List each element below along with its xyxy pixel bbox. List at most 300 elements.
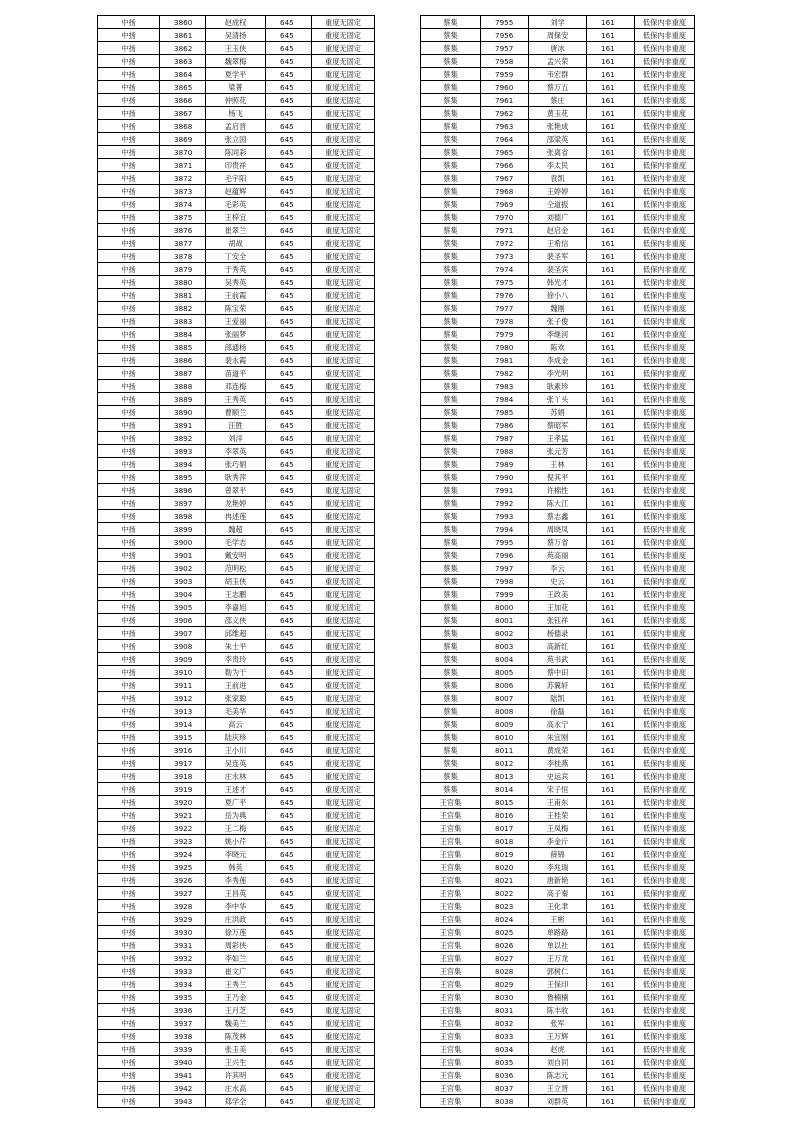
category-cell: 重度无固定 — [312, 432, 375, 445]
name-cell: 张军 — [529, 1017, 587, 1030]
category-cell: 重度无固定 — [312, 250, 375, 263]
allowance-cell: 645 — [266, 276, 312, 289]
name-cell: 陈欢 — [529, 341, 587, 354]
number-cell: 8011 — [481, 744, 529, 757]
number-cell: 3942 — [160, 1082, 206, 1095]
name-cell: 王保印 — [529, 978, 587, 991]
number-cell: 7960 — [481, 81, 529, 94]
table-row — [421, 341, 695, 354]
allowance-cell: 161 — [587, 302, 635, 315]
town-cell: 中扬 — [98, 757, 160, 770]
category-cell: 重度无固定 — [312, 328, 375, 341]
name-cell: 仝道振 — [529, 198, 587, 211]
allowance-cell: 645 — [266, 588, 312, 601]
table-row — [421, 913, 695, 926]
number-cell: 8032 — [481, 1017, 529, 1030]
allowance-cell: 645 — [266, 406, 312, 419]
allowance-cell: 161 — [587, 913, 635, 926]
table-row — [421, 159, 695, 172]
category-cell: 低保内非重度 — [635, 471, 695, 484]
table-row — [98, 744, 375, 757]
town-cell: 中扬 — [98, 536, 160, 549]
category-cell: 低保内非重度 — [635, 692, 695, 705]
table-row — [98, 471, 375, 484]
number-cell: 3888 — [160, 380, 206, 393]
allowance-cell: 645 — [266, 848, 312, 861]
number-cell: 7955 — [481, 16, 529, 29]
category-cell: 低保内非重度 — [635, 146, 695, 159]
table-row — [421, 198, 695, 211]
category-cell: 低保内非重度 — [635, 133, 695, 146]
allowance-cell: 645 — [266, 172, 312, 185]
category-cell: 重度无固定 — [312, 484, 375, 497]
category-cell: 低保内非重度 — [635, 458, 695, 471]
table-row — [98, 484, 375, 497]
category-cell: 低保内非重度 — [635, 640, 695, 653]
category-cell: 低保内非重度 — [635, 263, 695, 276]
category-cell: 重度无固定 — [312, 341, 375, 354]
allowance-cell: 161 — [587, 484, 635, 497]
number-cell: 3877 — [160, 237, 206, 250]
table-row — [421, 1030, 695, 1043]
number-cell: 8010 — [481, 731, 529, 744]
number-cell: 8017 — [481, 822, 529, 835]
category-cell: 低保内非重度 — [635, 770, 695, 783]
table-row — [421, 380, 695, 393]
name-cell: 朱士平 — [206, 640, 266, 653]
allowance-cell: 645 — [266, 497, 312, 510]
town-cell: 中扬 — [98, 640, 160, 653]
name-cell: 张丽梦 — [206, 328, 266, 341]
table-row — [98, 159, 375, 172]
category-cell: 低保内非重度 — [635, 731, 695, 744]
number-cell: 7988 — [481, 445, 529, 458]
allowance-cell: 161 — [587, 159, 635, 172]
category-cell: 低保内非重度 — [635, 718, 695, 731]
category-cell: 低保内非重度 — [635, 107, 695, 120]
table-row — [98, 42, 375, 55]
name-cell: 陈同彩 — [206, 146, 266, 159]
category-cell: 重度无固定 — [312, 666, 375, 679]
allowance-cell: 645 — [266, 445, 312, 458]
category-cell: 重度无固定 — [312, 640, 375, 653]
town-cell: 王官集 — [421, 1004, 481, 1017]
allowance-cell: 645 — [266, 562, 312, 575]
number-cell: 3925 — [160, 861, 206, 874]
table-row — [421, 562, 695, 575]
allowance-cell: 161 — [587, 848, 635, 861]
number-cell: 8003 — [481, 640, 529, 653]
number-cell: 3871 — [160, 159, 206, 172]
table-row — [98, 666, 375, 679]
allowance-cell: 645 — [266, 380, 312, 393]
allowance-cell: 645 — [266, 458, 312, 471]
town-cell: 王官集 — [421, 835, 481, 848]
allowance-cell: 161 — [587, 172, 635, 185]
town-cell: 中扬 — [98, 367, 160, 380]
table-row — [98, 874, 375, 887]
town-cell: 蔡集 — [421, 406, 481, 419]
town-cell: 王官集 — [421, 1043, 481, 1056]
town-cell: 中扬 — [98, 1004, 160, 1017]
name-cell: 刘自同 — [529, 1056, 587, 1069]
town-cell: 蔡集 — [421, 289, 481, 302]
town-cell: 中扬 — [98, 380, 160, 393]
name-cell: 崔翠兰 — [206, 224, 266, 237]
number-cell: 8001 — [481, 614, 529, 627]
town-cell: 中扬 — [98, 549, 160, 562]
number-cell: 8023 — [481, 900, 529, 913]
number-cell: 3883 — [160, 315, 206, 328]
number-cell: 8034 — [481, 1043, 529, 1056]
number-cell: 7965 — [481, 146, 529, 159]
category-cell: 重度无固定 — [312, 588, 375, 601]
number-cell: 3893 — [160, 445, 206, 458]
category-cell: 重度无固定 — [312, 848, 375, 861]
table-row — [98, 900, 375, 913]
town-cell: 中扬 — [98, 627, 160, 640]
town-cell: 王官集 — [421, 861, 481, 874]
table-row — [421, 653, 695, 666]
town-cell: 蔡集 — [421, 237, 481, 250]
town-cell: 中扬 — [98, 705, 160, 718]
town-cell: 中扬 — [98, 328, 160, 341]
category-cell: 低保内非重度 — [635, 120, 695, 133]
number-cell: 7990 — [481, 471, 529, 484]
allowance-cell: 645 — [266, 107, 312, 120]
town-cell: 中扬 — [98, 523, 160, 536]
name-cell: 毛学志 — [206, 536, 266, 549]
town-cell: 中扬 — [98, 692, 160, 705]
name-cell: 王月芝 — [206, 1004, 266, 1017]
town-cell: 蔡集 — [421, 627, 481, 640]
name-cell: 王彬 — [529, 913, 587, 926]
allowance-cell: 645 — [266, 1004, 312, 1017]
number-cell: 3869 — [160, 133, 206, 146]
town-cell: 蔡集 — [421, 666, 481, 679]
town-cell: 中扬 — [98, 1043, 160, 1056]
table-row — [98, 120, 375, 133]
name-cell: 裴圣宾 — [529, 263, 587, 276]
town-cell: 蔡集 — [421, 432, 481, 445]
table-row — [98, 796, 375, 809]
town-cell: 王官集 — [421, 822, 481, 835]
allowance-cell: 645 — [266, 757, 312, 770]
allowance-cell: 161 — [587, 94, 635, 107]
allowance-cell: 645 — [266, 874, 312, 887]
town-cell: 中扬 — [98, 510, 160, 523]
town-cell: 中扬 — [98, 952, 160, 965]
category-cell: 重度无固定 — [312, 887, 375, 900]
number-cell: 3924 — [160, 848, 206, 861]
allowance-cell: 161 — [587, 42, 635, 55]
allowance-cell: 161 — [587, 146, 635, 159]
allowance-cell: 161 — [587, 640, 635, 653]
name-cell: 夏广平 — [206, 796, 266, 809]
name-cell: 王秀英 — [206, 393, 266, 406]
name-cell: 李秀莲 — [206, 874, 266, 887]
category-cell: 重度无固定 — [312, 601, 375, 614]
allowance-cell: 645 — [266, 510, 312, 523]
name-cell: 郎通杨 — [206, 341, 266, 354]
allowance-cell: 161 — [587, 783, 635, 796]
town-cell: 中扬 — [98, 42, 160, 55]
category-cell: 低保内非重度 — [635, 822, 695, 835]
name-cell: 王化聿 — [529, 900, 587, 913]
table-row — [98, 536, 375, 549]
number-cell: 7959 — [481, 68, 529, 81]
name-cell: 赵虎 — [529, 1043, 587, 1056]
town-cell: 中扬 — [98, 926, 160, 939]
name-cell: 王志鹏 — [206, 588, 266, 601]
name-cell: 薛锦 — [529, 848, 587, 861]
name-cell: 单以社 — [529, 939, 587, 952]
number-cell: 3889 — [160, 393, 206, 406]
number-cell: 8027 — [481, 952, 529, 965]
number-cell: 3870 — [160, 146, 206, 159]
town-cell: 王官集 — [421, 887, 481, 900]
town-cell: 中扬 — [98, 562, 160, 575]
table-row — [98, 627, 375, 640]
number-cell: 3873 — [160, 185, 206, 198]
name-cell: 李贵玲 — [206, 653, 266, 666]
category-cell: 低保内非重度 — [635, 939, 695, 952]
table-row — [98, 1082, 375, 1095]
town-cell: 中扬 — [98, 653, 160, 666]
allowance-cell: 645 — [266, 1017, 312, 1030]
table-row — [98, 926, 375, 939]
table-row — [98, 302, 375, 315]
allowance-cell: 161 — [587, 588, 635, 601]
name-cell: 陈丰收 — [529, 1004, 587, 1017]
table-row — [421, 1069, 695, 1082]
number-cell: 8037 — [481, 1082, 529, 1095]
allowance-cell: 161 — [587, 666, 635, 679]
name-cell: 孟启晋 — [206, 120, 266, 133]
number-cell: 3881 — [160, 289, 206, 302]
table-row — [421, 393, 695, 406]
allowance-cell: 645 — [266, 94, 312, 107]
town-cell: 中扬 — [98, 224, 160, 237]
name-cell: 蔡庄 — [529, 94, 587, 107]
town-cell: 蔡集 — [421, 146, 481, 159]
number-cell: 7977 — [481, 302, 529, 315]
category-cell: 重度无固定 — [312, 718, 375, 731]
town-cell: 中扬 — [98, 276, 160, 289]
name-cell: 韩英 — [206, 861, 266, 874]
number-cell: 3896 — [160, 484, 206, 497]
name-cell: 张艳成 — [529, 120, 587, 133]
town-cell: 中扬 — [98, 497, 160, 510]
number-cell: 8038 — [481, 1095, 529, 1108]
name-cell: 李翠英 — [206, 445, 266, 458]
allowance-cell: 161 — [587, 653, 635, 666]
number-cell: 3930 — [160, 926, 206, 939]
table-row — [421, 835, 695, 848]
number-cell: 3943 — [160, 1095, 206, 1108]
allowance-cell: 161 — [587, 263, 635, 276]
name-cell: 黄成荣 — [529, 744, 587, 757]
category-cell: 低保内非重度 — [635, 1030, 695, 1043]
town-cell: 中扬 — [98, 16, 160, 29]
category-cell: 低保内非重度 — [635, 289, 695, 302]
table-row — [98, 16, 375, 29]
number-cell: 7966 — [481, 159, 529, 172]
town-cell: 蔡集 — [421, 211, 481, 224]
category-cell: 重度无固定 — [312, 770, 375, 783]
allowance-cell: 645 — [266, 939, 312, 952]
number-cell: 7980 — [481, 341, 529, 354]
table-row — [98, 809, 375, 822]
town-cell: 中扬 — [98, 835, 160, 848]
name-cell: 陆凯 — [529, 692, 587, 705]
number-cell: 8005 — [481, 666, 529, 679]
category-cell: 低保内非重度 — [635, 419, 695, 432]
allowance-cell: 161 — [587, 679, 635, 692]
category-cell: 低保内非重度 — [635, 198, 695, 211]
number-cell: 8018 — [481, 835, 529, 848]
category-cell: 低保内非重度 — [635, 562, 695, 575]
number-cell: 3904 — [160, 588, 206, 601]
town-cell: 蔡集 — [421, 471, 481, 484]
category-cell: 重度无固定 — [312, 1095, 375, 1108]
town-cell: 蔡集 — [421, 16, 481, 29]
allowance-cell: 161 — [587, 497, 635, 510]
name-cell: 曹顺兰 — [206, 406, 266, 419]
category-cell: 低保内非重度 — [635, 1004, 695, 1017]
number-cell: 3865 — [160, 81, 206, 94]
town-cell: 中扬 — [98, 614, 160, 627]
name-cell: 王乃金 — [206, 991, 266, 1004]
category-cell: 重度无固定 — [312, 393, 375, 406]
allowance-cell: 161 — [587, 250, 635, 263]
name-cell: 王甫东 — [529, 796, 587, 809]
table-row — [421, 107, 695, 120]
name-cell: 许其明 — [206, 1069, 266, 1082]
allowance-cell: 645 — [266, 549, 312, 562]
table-row — [98, 588, 375, 601]
table-row — [421, 809, 695, 822]
number-cell: 3917 — [160, 757, 206, 770]
category-cell: 低保内非重度 — [635, 484, 695, 497]
category-cell: 重度无固定 — [312, 458, 375, 471]
category-cell: 低保内非重度 — [635, 588, 695, 601]
town-cell: 蔡集 — [421, 55, 481, 68]
town-cell: 中扬 — [98, 679, 160, 692]
name-cell: 史运宾 — [529, 770, 587, 783]
category-cell: 低保内非重度 — [635, 679, 695, 692]
allowance-cell: 161 — [587, 1069, 635, 1082]
number-cell: 3890 — [160, 406, 206, 419]
number-cell: 3937 — [160, 1017, 206, 1030]
town-cell: 蔡集 — [421, 770, 481, 783]
allowance-cell: 161 — [587, 627, 635, 640]
name-cell: 张钰祥 — [529, 614, 587, 627]
name-cell: 邵义侠 — [206, 614, 266, 627]
allowance-cell: 161 — [587, 328, 635, 341]
number-cell: 3891 — [160, 419, 206, 432]
allowance-cell: 645 — [266, 354, 312, 367]
table-row — [421, 172, 695, 185]
number-cell: 7981 — [481, 354, 529, 367]
name-cell: 勒为干 — [206, 666, 266, 679]
category-cell: 重度无固定 — [312, 497, 375, 510]
number-cell: 8031 — [481, 1004, 529, 1017]
table-row — [421, 1082, 695, 1095]
number-cell: 3900 — [160, 536, 206, 549]
town-cell: 蔡集 — [421, 81, 481, 94]
number-cell: 8002 — [481, 627, 529, 640]
allowance-cell: 161 — [587, 458, 635, 471]
category-cell: 低保内非重度 — [635, 367, 695, 380]
number-cell: 3884 — [160, 328, 206, 341]
name-cell: 王希信 — [529, 237, 587, 250]
number-cell: 3927 — [160, 887, 206, 900]
category-cell: 低保内非重度 — [635, 432, 695, 445]
town-cell: 蔡集 — [421, 679, 481, 692]
town-cell: 中扬 — [98, 94, 160, 107]
name-cell: 高云 — [206, 718, 266, 731]
number-cell: 3902 — [160, 562, 206, 575]
town-cell: 中扬 — [98, 393, 160, 406]
number-cell: 8013 — [481, 770, 529, 783]
table-row — [98, 432, 375, 445]
allowance-cell: 161 — [587, 68, 635, 81]
town-cell: 蔡集 — [421, 536, 481, 549]
allowance-cell: 161 — [587, 900, 635, 913]
number-cell: 3907 — [160, 627, 206, 640]
number-cell: 3918 — [160, 770, 206, 783]
allowance-cell: 645 — [266, 926, 312, 939]
name-cell: 魏美兰 — [206, 1017, 266, 1030]
category-cell: 重度无固定 — [312, 1004, 375, 1017]
allowance-cell: 645 — [266, 887, 312, 900]
number-cell: 3931 — [160, 939, 206, 952]
allowance-cell: 161 — [587, 419, 635, 432]
category-cell: 低保内非重度 — [635, 237, 695, 250]
allowance-cell: 161 — [587, 809, 635, 822]
table-row — [421, 263, 695, 276]
table-row — [421, 406, 695, 419]
category-cell: 低保内非重度 — [635, 861, 695, 874]
table-row — [421, 1056, 695, 1069]
town-cell: 蔡集 — [421, 107, 481, 120]
number-cell: 3866 — [160, 94, 206, 107]
town-cell: 中扬 — [98, 783, 160, 796]
number-cell: 7956 — [481, 29, 529, 42]
number-cell: 3922 — [160, 822, 206, 835]
allowance-cell: 645 — [266, 198, 312, 211]
table-row — [421, 731, 695, 744]
table-row — [421, 978, 695, 991]
number-cell: 3899 — [160, 523, 206, 536]
category-cell: 重度无固定 — [312, 1043, 375, 1056]
allowance-cell: 645 — [266, 224, 312, 237]
allowance-cell: 645 — [266, 692, 312, 705]
allowance-cell: 161 — [587, 471, 635, 484]
category-cell: 重度无固定 — [312, 874, 375, 887]
category-cell: 重度无固定 — [312, 809, 375, 822]
allowance-cell: 161 — [587, 770, 635, 783]
number-cell: 3868 — [160, 120, 206, 133]
table-row — [98, 731, 375, 744]
number-cell: 3916 — [160, 744, 206, 757]
town-cell: 中扬 — [98, 289, 160, 302]
allowance-cell: 161 — [587, 276, 635, 289]
town-cell: 中扬 — [98, 575, 160, 588]
allowance-cell: 161 — [587, 523, 635, 536]
table-row — [98, 276, 375, 289]
